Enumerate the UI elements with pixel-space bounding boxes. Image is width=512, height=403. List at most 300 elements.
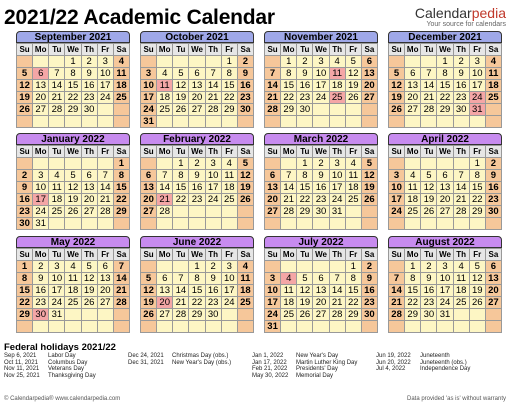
day-cell[interactable]: 29 xyxy=(437,104,453,116)
day-cell[interactable]: 27 xyxy=(313,309,329,321)
day-cell[interactable]: 13 xyxy=(189,80,205,92)
day-cell[interactable]: 23 xyxy=(237,92,253,104)
day-cell[interactable]: 23 xyxy=(189,194,205,206)
day-cell[interactable]: 7 xyxy=(205,68,221,80)
day-cell[interactable]: 2 xyxy=(81,56,97,68)
day-cell[interactable]: 22 xyxy=(65,92,81,104)
day-cell[interactable]: 31 xyxy=(329,206,345,218)
day-cell[interactable]: 3 xyxy=(329,158,345,170)
day-cell[interactable]: 19 xyxy=(389,92,405,104)
day-cell[interactable]: 5 xyxy=(389,68,405,80)
day-cell[interactable]: 27 xyxy=(485,297,501,309)
day-cell[interactable]: 3 xyxy=(49,261,65,273)
day-cell[interactable]: 14 xyxy=(389,285,405,297)
day-cell[interactable]: 14 xyxy=(265,80,281,92)
day-cell[interactable]: 9 xyxy=(361,273,377,285)
day-cell[interactable]: 27 xyxy=(405,104,421,116)
day-cell[interactable]: 22 xyxy=(469,194,485,206)
day-cell[interactable]: 15 xyxy=(405,285,421,297)
day-cell[interactable]: 13 xyxy=(361,68,377,80)
day-cell[interactable]: 6 xyxy=(189,68,205,80)
day-cell[interactable]: 23 xyxy=(361,297,377,309)
day-cell[interactable]: 8 xyxy=(17,273,33,285)
day-cell[interactable]: 13 xyxy=(81,182,97,194)
day-cell[interactable]: 10 xyxy=(469,68,485,80)
day-cell[interactable]: 21 xyxy=(173,297,189,309)
day-cell[interactable]: 26 xyxy=(65,206,81,218)
day-cell[interactable]: 13 xyxy=(157,285,173,297)
day-cell[interactable]: 3 xyxy=(97,56,113,68)
day-cell[interactable]: 30 xyxy=(237,104,253,116)
day-cell[interactable]: 2 xyxy=(453,56,469,68)
day-cell[interactable]: 6 xyxy=(33,68,49,80)
day-cell[interactable]: 23 xyxy=(297,92,313,104)
day-cell[interactable]: 5 xyxy=(345,56,361,68)
day-cell[interactable]: 9 xyxy=(237,68,253,80)
day-cell[interactable]: 11 xyxy=(329,68,345,80)
day-cell[interactable]: 20 xyxy=(189,92,205,104)
day-cell[interactable]: 14 xyxy=(157,182,173,194)
day-cell[interactable]: 8 xyxy=(281,68,297,80)
day-cell[interactable]: 9 xyxy=(205,273,221,285)
day-cell[interactable]: 5 xyxy=(237,158,253,170)
day-cell[interactable]: 31 xyxy=(469,104,485,116)
day-cell[interactable]: 14 xyxy=(329,285,345,297)
day-cell[interactable]: 29 xyxy=(221,104,237,116)
day-cell[interactable]: 10 xyxy=(97,68,113,80)
day-cell[interactable]: 6 xyxy=(265,170,281,182)
day-cell[interactable]: 24 xyxy=(329,194,345,206)
day-cell[interactable]: 16 xyxy=(237,80,253,92)
day-cell[interactable]: 17 xyxy=(49,285,65,297)
day-cell[interactable]: 26 xyxy=(81,297,97,309)
day-cell[interactable]: 18 xyxy=(49,194,65,206)
day-cell[interactable]: 22 xyxy=(189,297,205,309)
day-cell[interactable]: 13 xyxy=(33,80,49,92)
day-cell[interactable]: 27 xyxy=(157,309,173,321)
day-cell[interactable]: 25 xyxy=(345,194,361,206)
day-cell[interactable]: 19 xyxy=(421,194,437,206)
day-cell[interactable]: 18 xyxy=(221,182,237,194)
day-cell[interactable]: 4 xyxy=(49,170,65,182)
day-cell[interactable]: 1 xyxy=(17,261,33,273)
day-cell[interactable]: 19 xyxy=(81,285,97,297)
day-cell[interactable]: 16 xyxy=(421,285,437,297)
day-cell[interactable]: 24 xyxy=(141,104,157,116)
day-cell[interactable]: 19 xyxy=(17,92,33,104)
day-cell[interactable]: 22 xyxy=(297,194,313,206)
day-cell[interactable]: 4 xyxy=(329,56,345,68)
day-cell[interactable]: 6 xyxy=(141,170,157,182)
day-cell[interactable]: 26 xyxy=(17,104,33,116)
day-cell[interactable]: 30 xyxy=(361,309,377,321)
day-cell[interactable]: 7 xyxy=(97,170,113,182)
day-cell[interactable]: 7 xyxy=(421,68,437,80)
day-cell[interactable]: 31 xyxy=(141,116,157,128)
day-cell[interactable]: 7 xyxy=(329,273,345,285)
day-cell[interactable]: 23 xyxy=(421,297,437,309)
day-cell[interactable]: 6 xyxy=(405,68,421,80)
day-cell[interactable]: 29 xyxy=(469,206,485,218)
day-cell[interactable]: 17 xyxy=(97,80,113,92)
day-cell[interactable]: 28 xyxy=(173,309,189,321)
day-cell[interactable]: 29 xyxy=(113,206,129,218)
day-cell[interactable]: 6 xyxy=(157,273,173,285)
day-cell[interactable]: 22 xyxy=(345,297,361,309)
day-cell[interactable]: 4 xyxy=(113,56,129,68)
day-cell[interactable]: 10 xyxy=(33,182,49,194)
day-cell[interactable]: 29 xyxy=(297,206,313,218)
day-cell[interactable]: 27 xyxy=(81,206,97,218)
day-cell[interactable]: 3 xyxy=(221,261,237,273)
day-cell[interactable]: 2 xyxy=(297,56,313,68)
day-cell[interactable]: 2 xyxy=(237,56,253,68)
day-cell[interactable]: 11 xyxy=(113,68,129,80)
day-cell[interactable]: 23 xyxy=(205,297,221,309)
day-cell[interactable]: 10 xyxy=(265,285,281,297)
day-cell[interactable]: 31 xyxy=(437,309,453,321)
day-cell[interactable]: 9 xyxy=(81,68,97,80)
day-cell[interactable]: 24 xyxy=(49,297,65,309)
day-cell[interactable]: 8 xyxy=(113,170,129,182)
day-cell[interactable]: 25 xyxy=(485,92,501,104)
day-cell[interactable]: 12 xyxy=(389,80,405,92)
day-cell[interactable]: 18 xyxy=(157,92,173,104)
day-cell[interactable]: 18 xyxy=(405,194,421,206)
day-cell[interactable]: 5 xyxy=(81,261,97,273)
day-cell[interactable]: 13 xyxy=(437,182,453,194)
day-cell[interactable]: 3 xyxy=(33,170,49,182)
day-cell[interactable]: 15 xyxy=(17,285,33,297)
day-cell[interactable]: 22 xyxy=(173,194,189,206)
day-cell[interactable]: 20 xyxy=(265,194,281,206)
day-cell[interactable]: 16 xyxy=(485,182,501,194)
day-cell[interactable]: 15 xyxy=(297,182,313,194)
day-cell[interactable]: 18 xyxy=(113,80,129,92)
day-cell[interactable]: 9 xyxy=(17,182,33,194)
day-cell[interactable]: 26 xyxy=(389,104,405,116)
day-cell[interactable]: 7 xyxy=(389,273,405,285)
day-cell[interactable]: 16 xyxy=(17,194,33,206)
day-cell[interactable]: 17 xyxy=(265,297,281,309)
day-cell[interactable]: 1 xyxy=(113,158,129,170)
day-cell[interactable]: 21 xyxy=(265,92,281,104)
day-cell[interactable]: 11 xyxy=(157,80,173,92)
day-cell[interactable]: 25 xyxy=(237,297,253,309)
day-cell[interactable]: 26 xyxy=(141,309,157,321)
day-cell[interactable]: 30 xyxy=(297,104,313,116)
day-cell[interactable]: 24 xyxy=(33,206,49,218)
day-cell[interactable]: 1 xyxy=(221,56,237,68)
day-cell[interactable]: 28 xyxy=(281,206,297,218)
day-cell[interactable]: 16 xyxy=(297,80,313,92)
day-cell[interactable]: 20 xyxy=(485,285,501,297)
day-cell[interactable]: 30 xyxy=(33,309,49,321)
day-cell[interactable]: 12 xyxy=(17,80,33,92)
day-cell[interactable]: 4 xyxy=(221,158,237,170)
day-cell[interactable]: 21 xyxy=(157,194,173,206)
day-cell[interactable]: 14 xyxy=(97,182,113,194)
day-cell[interactable]: 31 xyxy=(265,321,281,333)
day-cell[interactable]: 16 xyxy=(205,285,221,297)
day-cell[interactable]: 19 xyxy=(237,182,253,194)
day-cell[interactable]: 18 xyxy=(329,80,345,92)
day-cell[interactable]: 21 xyxy=(205,92,221,104)
day-cell[interactable]: 20 xyxy=(437,194,453,206)
day-cell[interactable]: 10 xyxy=(437,273,453,285)
day-cell[interactable]: 8 xyxy=(189,273,205,285)
day-cell[interactable]: 17 xyxy=(469,80,485,92)
day-cell[interactable]: 14 xyxy=(453,182,469,194)
day-cell[interactable]: 21 xyxy=(113,285,129,297)
day-cell[interactable]: 25 xyxy=(453,297,469,309)
day-cell[interactable]: 10 xyxy=(141,80,157,92)
day-cell[interactable]: 8 xyxy=(405,273,421,285)
day-cell[interactable]: 19 xyxy=(173,92,189,104)
day-cell[interactable]: 18 xyxy=(65,285,81,297)
day-cell[interactable]: 1 xyxy=(345,261,361,273)
day-cell[interactable]: 26 xyxy=(297,309,313,321)
day-cell[interactable]: 11 xyxy=(65,273,81,285)
day-cell[interactable]: 26 xyxy=(421,206,437,218)
day-cell[interactable]: 19 xyxy=(141,297,157,309)
day-cell[interactable]: 9 xyxy=(313,170,329,182)
day-cell[interactable]: 10 xyxy=(205,170,221,182)
day-cell[interactable]: 16 xyxy=(33,285,49,297)
day-cell[interactable]: 23 xyxy=(33,297,49,309)
day-cell[interactable]: 9 xyxy=(421,273,437,285)
day-cell[interactable]: 4 xyxy=(485,56,501,68)
day-cell[interactable]: 11 xyxy=(49,182,65,194)
day-cell[interactable]: 25 xyxy=(221,194,237,206)
day-cell[interactable]: 1 xyxy=(281,56,297,68)
day-cell[interactable]: 27 xyxy=(141,206,157,218)
day-cell[interactable]: 30 xyxy=(81,104,97,116)
day-cell[interactable]: 29 xyxy=(281,104,297,116)
day-cell[interactable]: 7 xyxy=(453,170,469,182)
day-cell[interactable]: 25 xyxy=(157,104,173,116)
day-cell[interactable]: 6 xyxy=(361,56,377,68)
day-cell[interactable]: 20 xyxy=(405,92,421,104)
day-cell[interactable]: 29 xyxy=(17,309,33,321)
day-cell[interactable]: 28 xyxy=(329,309,345,321)
day-cell[interactable]: 29 xyxy=(345,309,361,321)
day-cell[interactable]: 21 xyxy=(421,92,437,104)
day-cell[interactable]: 18 xyxy=(453,285,469,297)
day-cell[interactable]: 28 xyxy=(113,297,129,309)
day-cell[interactable]: 7 xyxy=(173,273,189,285)
day-cell[interactable]: 20 xyxy=(313,297,329,309)
day-cell[interactable]: 24 xyxy=(205,194,221,206)
day-cell[interactable]: 8 xyxy=(65,68,81,80)
day-cell[interactable]: 9 xyxy=(485,170,501,182)
day-cell[interactable]: 26 xyxy=(173,104,189,116)
day-cell[interactable]: 23 xyxy=(313,194,329,206)
day-cell[interactable]: 9 xyxy=(189,170,205,182)
day-cell[interactable]: 17 xyxy=(205,182,221,194)
day-cell[interactable]: 12 xyxy=(469,273,485,285)
day-cell[interactable]: 28 xyxy=(157,206,173,218)
day-cell[interactable]: 13 xyxy=(405,80,421,92)
day-cell[interactable]: 31 xyxy=(33,218,49,230)
day-cell[interactable]: 30 xyxy=(421,309,437,321)
day-cell[interactable]: 4 xyxy=(65,261,81,273)
day-cell[interactable]: 5 xyxy=(173,68,189,80)
day-cell[interactable]: 20 xyxy=(81,194,97,206)
day-cell[interactable]: 8 xyxy=(469,170,485,182)
day-cell[interactable]: 15 xyxy=(469,182,485,194)
day-cell[interactable]: 8 xyxy=(221,68,237,80)
day-cell[interactable]: 24 xyxy=(437,297,453,309)
day-cell[interactable]: 12 xyxy=(361,170,377,182)
day-cell[interactable]: 13 xyxy=(485,273,501,285)
brand-logo[interactable] xyxy=(415,5,506,28)
day-cell[interactable]: 9 xyxy=(453,68,469,80)
day-cell[interactable]: 2 xyxy=(313,158,329,170)
day-cell[interactable]: 9 xyxy=(297,68,313,80)
day-cell[interactable]: 14 xyxy=(205,80,221,92)
day-cell[interactable]: 7 xyxy=(281,170,297,182)
day-cell[interactable]: 21 xyxy=(49,92,65,104)
day-cell[interactable]: 27 xyxy=(33,104,49,116)
day-cell[interactable]: 27 xyxy=(97,297,113,309)
day-cell[interactable]: 21 xyxy=(453,194,469,206)
day-cell[interactable]: 23 xyxy=(453,92,469,104)
day-cell[interactable]: 2 xyxy=(485,158,501,170)
day-cell[interactable]: 30 xyxy=(17,218,33,230)
day-cell[interactable]: 14 xyxy=(421,80,437,92)
day-cell[interactable]: 14 xyxy=(49,80,65,92)
day-cell[interactable]: 6 xyxy=(81,170,97,182)
day-cell[interactable]: 5 xyxy=(469,261,485,273)
day-cell[interactable]: 7 xyxy=(113,261,129,273)
day-cell[interactable]: 10 xyxy=(313,68,329,80)
day-cell[interactable]: 29 xyxy=(405,309,421,321)
day-cell[interactable]: 8 xyxy=(345,273,361,285)
day-cell[interactable]: 4 xyxy=(345,158,361,170)
day-cell[interactable]: 6 xyxy=(437,170,453,182)
day-cell[interactable]: 8 xyxy=(297,170,313,182)
day-cell[interactable]: 5 xyxy=(421,170,437,182)
day-cell[interactable]: 21 xyxy=(281,194,297,206)
day-cell[interactable]: 12 xyxy=(141,285,157,297)
day-cell[interactable]: 23 xyxy=(81,92,97,104)
day-cell[interactable]: 22 xyxy=(17,297,33,309)
day-cell[interactable]: 2 xyxy=(361,261,377,273)
day-cell[interactable]: 3 xyxy=(265,273,281,285)
day-cell[interactable]: 2 xyxy=(205,261,221,273)
day-cell[interactable]: 28 xyxy=(205,104,221,116)
day-cell[interactable]: 16 xyxy=(453,80,469,92)
day-cell[interactable]: 19 xyxy=(345,80,361,92)
day-cell[interactable]: 24 xyxy=(265,309,281,321)
day-cell[interactable]: 13 xyxy=(141,182,157,194)
day-cell[interactable]: 15 xyxy=(113,182,129,194)
day-cell[interactable]: 25 xyxy=(65,297,81,309)
day-cell[interactable]: 29 xyxy=(65,104,81,116)
day-cell[interactable]: 20 xyxy=(141,194,157,206)
day-cell[interactable]: 2 xyxy=(189,158,205,170)
day-cell[interactable]: 12 xyxy=(237,170,253,182)
day-cell[interactable]: 20 xyxy=(33,92,49,104)
day-cell[interactable]: 17 xyxy=(437,285,453,297)
day-cell[interactable]: 3 xyxy=(205,158,221,170)
day-cell[interactable]: 21 xyxy=(97,194,113,206)
day-cell[interactable]: 24 xyxy=(469,92,485,104)
day-cell[interactable]: 25 xyxy=(49,206,65,218)
day-cell[interactable]: 12 xyxy=(345,68,361,80)
day-cell[interactable]: 30 xyxy=(313,206,329,218)
day-cell[interactable]: 15 xyxy=(173,182,189,194)
day-cell[interactable]: 1 xyxy=(405,261,421,273)
day-cell[interactable]: 1 xyxy=(189,261,205,273)
day-cell[interactable]: 5 xyxy=(297,273,313,285)
day-cell[interactable]: 3 xyxy=(469,56,485,68)
day-cell[interactable]: 26 xyxy=(361,194,377,206)
day-cell[interactable]: 5 xyxy=(17,68,33,80)
day-cell[interactable]: 29 xyxy=(189,309,205,321)
day-cell[interactable]: 17 xyxy=(329,182,345,194)
day-cell[interactable]: 16 xyxy=(313,182,329,194)
day-cell[interactable]: 1 xyxy=(469,158,485,170)
day-cell[interactable]: 7 xyxy=(265,68,281,80)
day-cell[interactable]: 4 xyxy=(237,261,253,273)
day-cell[interactable]: 27 xyxy=(189,104,205,116)
day-cell[interactable]: 1 xyxy=(437,56,453,68)
day-cell[interactable]: 18 xyxy=(485,80,501,92)
day-cell[interactable]: 25 xyxy=(281,309,297,321)
day-cell[interactable]: 31 xyxy=(49,309,65,321)
day-cell[interactable]: 15 xyxy=(345,285,361,297)
day-cell[interactable]: 23 xyxy=(17,206,33,218)
day-cell[interactable]: 28 xyxy=(265,104,281,116)
day-cell[interactable]: 18 xyxy=(237,285,253,297)
day-cell[interactable]: 16 xyxy=(189,182,205,194)
day-cell[interactable]: 3 xyxy=(141,68,157,80)
day-cell[interactable]: 17 xyxy=(389,194,405,206)
day-cell[interactable]: 27 xyxy=(361,92,377,104)
day-cell[interactable]: 13 xyxy=(97,273,113,285)
day-cell[interactable]: 25 xyxy=(329,92,345,104)
day-cell[interactable]: 7 xyxy=(157,170,173,182)
day-cell[interactable]: 2 xyxy=(33,261,49,273)
day-cell[interactable]: 11 xyxy=(345,170,361,182)
day-cell[interactable]: 28 xyxy=(49,104,65,116)
day-cell[interactable]: 15 xyxy=(189,285,205,297)
day-cell[interactable]: 28 xyxy=(389,309,405,321)
day-cell[interactable]: 14 xyxy=(113,273,129,285)
day-cell[interactable]: 19 xyxy=(65,194,81,206)
day-cell[interactable]: 10 xyxy=(389,182,405,194)
day-cell[interactable]: 8 xyxy=(437,68,453,80)
day-cell[interactable]: 20 xyxy=(361,80,377,92)
day-cell[interactable]: 5 xyxy=(361,158,377,170)
day-cell[interactable]: 25 xyxy=(113,92,129,104)
day-cell[interactable]: 11 xyxy=(453,273,469,285)
day-cell[interactable]: 11 xyxy=(485,68,501,80)
day-cell[interactable]: 30 xyxy=(485,206,501,218)
day-cell[interactable]: 27 xyxy=(265,206,281,218)
day-cell[interactable]: 17 xyxy=(313,80,329,92)
day-cell[interactable]: 6 xyxy=(313,273,329,285)
day-cell[interactable]: 15 xyxy=(65,80,81,92)
day-cell[interactable]: 1 xyxy=(173,158,189,170)
day-cell[interactable]: 2 xyxy=(17,170,33,182)
day-cell[interactable]: 2 xyxy=(421,261,437,273)
day-cell[interactable]: 17 xyxy=(33,194,49,206)
day-cell[interactable]: 30 xyxy=(205,309,221,321)
day-cell[interactable]: 21 xyxy=(329,297,345,309)
